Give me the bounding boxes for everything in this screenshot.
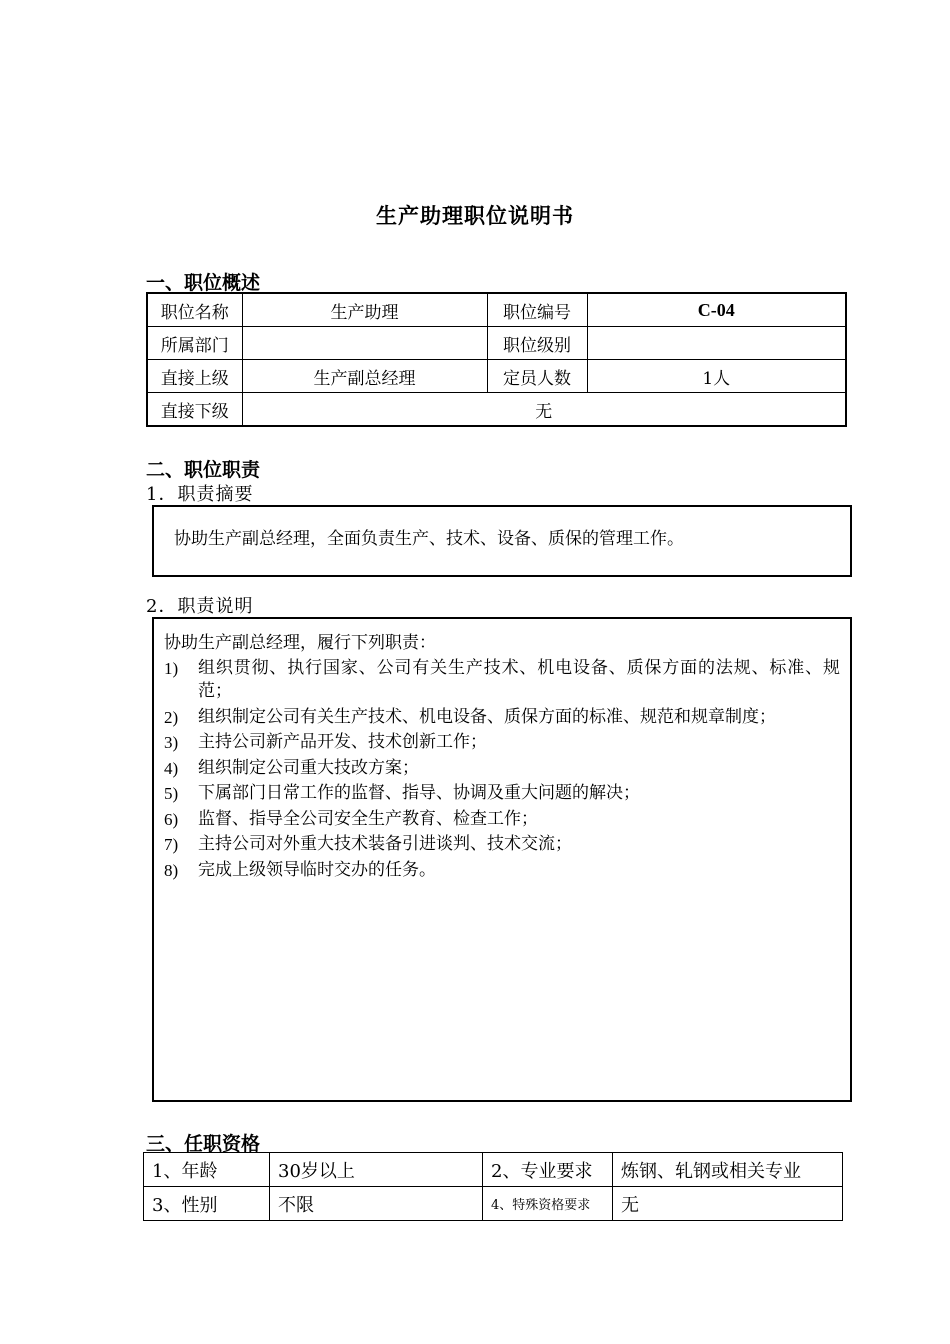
section-heading-duties: 二、职位职责	[146, 459, 261, 481]
list-number: 1)	[164, 659, 179, 678]
list-number: 4)	[164, 758, 179, 778]
value-cell: 生产副总经理	[242, 360, 487, 393]
list-item	[164, 657, 840, 703]
duty-summary-text: 协助生产副总经理，全面负责生产、技术、设备、质保的管理工作。	[174, 529, 684, 549]
list-text: 主持公司对外重大技术装备引进谈判、技术交流；	[198, 834, 572, 854]
subheading-details: 2．职责说明	[146, 596, 254, 617]
list-number: 7)	[164, 835, 179, 854]
list-number: 2)	[164, 707, 179, 727]
list-item	[164, 706, 840, 729]
value-cell: 不限	[270, 1187, 483, 1221]
list-number: 6)	[164, 809, 179, 829]
value-cell: 无	[242, 393, 846, 427]
list-number: 3)	[164, 733, 179, 752]
list-item	[164, 731, 840, 754]
label-cell: 定员人数	[487, 360, 587, 393]
duty-summary-box	[152, 505, 852, 577]
value-cell: 无	[613, 1187, 843, 1221]
list-text: 主持公司新产品开发、技术创新工作；	[198, 732, 487, 752]
section-heading-qualifications: 三、任职资格	[146, 1133, 261, 1155]
position-code-cell: C-04	[587, 293, 846, 327]
label-cell: 职位名称	[147, 293, 242, 327]
list-number: 5)	[164, 784, 179, 803]
list-text: 下属部门日常工作的监督、指导、协调及重大问题的解决；	[198, 783, 640, 803]
qualifications-table	[143, 1152, 843, 1221]
overview-table	[146, 292, 847, 427]
table-row	[144, 1187, 843, 1221]
section-heading-overview: 一、职位概述	[146, 272, 261, 294]
list-item	[164, 859, 840, 882]
value-cell: 炼钢、轧钢或相关专业	[613, 1153, 843, 1187]
list-item	[164, 757, 840, 780]
table-row	[147, 360, 846, 393]
page-title: 生产助理职位说明书	[376, 204, 574, 228]
label-cell: 直接上级	[147, 360, 242, 393]
value-cell: 生产助理	[242, 293, 487, 327]
value-cell: 1人	[587, 360, 846, 393]
list-text: 完成上级领导临时交办的任务。	[198, 859, 436, 880]
table-row	[147, 327, 846, 360]
subheading-summary: 1．职责摘要	[146, 484, 254, 505]
list-text: 监督、指导全公司安全生产教育、检查工作；	[198, 808, 538, 829]
list-item	[164, 782, 840, 805]
value-cell	[242, 327, 487, 360]
list-number: 8)	[164, 860, 179, 880]
table-row	[147, 393, 846, 427]
value-cell: 30岁以上	[270, 1153, 483, 1187]
value-cell	[587, 327, 846, 360]
table-row	[144, 1153, 843, 1187]
duty-list	[164, 657, 840, 884]
list-text: 组织制定公司有关生产技术、机电设备、质保方面的标准、规范和规章制度；	[198, 706, 776, 727]
label-cell: 职位编号	[487, 293, 587, 327]
list-item	[164, 808, 840, 831]
duty-details-intro: 协助生产副总经理，履行下列职责：	[164, 633, 436, 653]
label-cell: 直接下级	[147, 393, 242, 427]
list-text: 组织制定公司重大技改方案；	[198, 757, 419, 778]
duty-details-box	[152, 617, 852, 1102]
label-cell: 4、特殊资格要求	[483, 1187, 613, 1221]
label-cell: 3、性别	[144, 1187, 270, 1221]
list-item	[164, 833, 840, 856]
table-row	[147, 293, 846, 327]
label-cell: 1、年龄	[144, 1153, 270, 1187]
label-cell: 2、专业要求	[483, 1153, 613, 1187]
list-text: 组织贯彻、执行国家、公司有关生产技术、机电设备、质保方面的法规、标准、规范；	[198, 658, 840, 701]
label-cell: 职位级别	[487, 327, 587, 360]
label-cell: 所属部门	[147, 327, 242, 360]
